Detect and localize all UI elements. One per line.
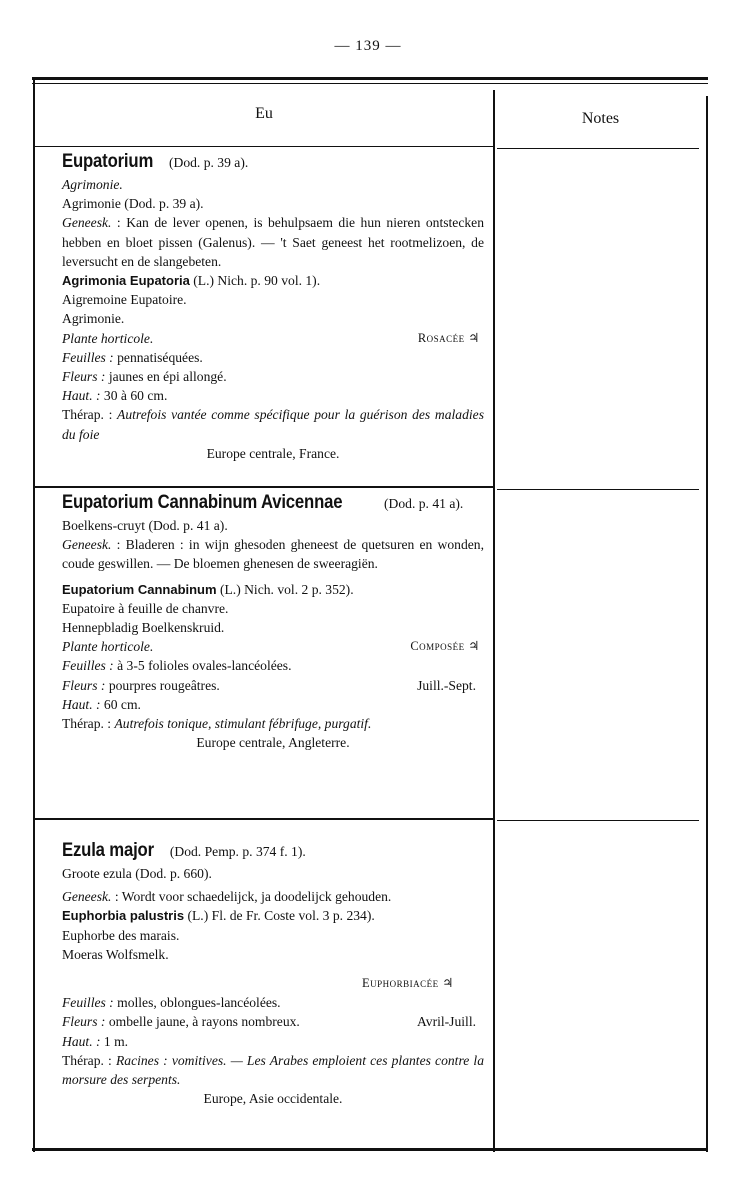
left-border — [33, 80, 35, 1152]
entry-title-line — [62, 838, 484, 864]
top-rule — [32, 77, 708, 80]
header-rule-notes — [497, 148, 699, 149]
geneesk-paragraph — [62, 213, 484, 271]
plant-type-line — [62, 329, 484, 348]
family-name: Composée ♃ — [410, 639, 480, 654]
french-name-1: Aigremoine Eupatoire. — [62, 292, 187, 308]
entry-title-line — [62, 490, 484, 516]
entry-title-line — [62, 149, 484, 175]
latin-ref: (L.) Nich. p. 90 vol. 1). — [189, 272, 321, 288]
dutch-name: Groote ezula (Dod. p. 660). — [62, 866, 212, 881]
dutch-name-2: Hennepbladig Boelkenskruid. — [62, 619, 225, 635]
fleurs-label: Fleurs : — [62, 368, 106, 384]
entry-ezula-major — [62, 838, 484, 1108]
therap-text: Autrefois vantée comme spécifique pour la guérison des maladies du foie — [62, 407, 484, 442]
therap-paragraph — [62, 405, 484, 443]
plant-type: Plante horticole. — [62, 330, 154, 346]
top-rule-thin — [32, 83, 708, 84]
separator-1 — [35, 486, 493, 488]
latin-name-line — [62, 580, 484, 599]
separator-1-notes — [497, 489, 699, 490]
separator-2 — [35, 818, 493, 820]
hauteur-line — [62, 695, 484, 714]
right-border — [706, 96, 708, 1152]
plant-type-line — [62, 637, 484, 656]
entry-title-ref: (Dod. Pemp. p. 374 f. 1). — [169, 844, 306, 859]
column-header-notes: Notes — [581, 110, 620, 127]
flowering-period: Juill.-Sept. — [417, 677, 476, 693]
therap-label: Thérap. : — [62, 715, 115, 731]
therap-paragraph — [62, 714, 484, 733]
feuilles-text: pennatiséquées. — [113, 349, 203, 365]
page-number: — 139 — — [334, 38, 402, 54]
latin-name-line — [62, 271, 484, 290]
french-name-1: Euphorbe des marais. — [62, 927, 180, 943]
dodoens-name: Agrimonie (Dod. p. 39 a). — [62, 196, 204, 212]
column-divider — [493, 90, 495, 1152]
french-name-1: Eupatoire à feuille de chanvre. — [62, 600, 229, 616]
geneesk-text: : Bladeren : in wijn ghesoden gheneest de quetsuren en wonden, coude geswillen. — De bloemen ghenesen de sweeragiën. — [62, 537, 484, 572]
separator-2-notes — [497, 820, 699, 821]
entry-title: Ezula major — [62, 840, 154, 861]
entry-eupatorium — [62, 149, 484, 463]
feuilles-label: Feuilles : — [62, 349, 114, 365]
hauteur-text: 30 à 60 cm. — [100, 388, 168, 404]
latin-name: Eupatorium Cannabinum — [62, 581, 217, 597]
region: Europe, Asie occidentale. — [203, 1091, 343, 1107]
therap-paragraph — [62, 1051, 484, 1089]
hauteur-label: Haut. : — [62, 1033, 101, 1049]
plant-type: Plante horticole. — [62, 639, 154, 655]
synonym-fr: Agrimonie. — [62, 177, 123, 192]
family-line — [62, 974, 484, 993]
entry-title: Eupatorium Cannabinum Avicennae — [62, 492, 343, 513]
dutch-name-2: Moeras Wolfsmelk. — [62, 946, 169, 962]
column-header-left: Eu — [255, 105, 273, 122]
fleurs-label: Fleurs : — [62, 677, 106, 693]
geneesk-paragraph — [62, 535, 484, 573]
latin-name-line — [62, 906, 484, 925]
feuilles-label: Feuilles : — [62, 995, 114, 1011]
therap-text: Autrefois tonique, stimulant fébrifuge, purgatif. — [114, 715, 372, 731]
entry-title: Eupatorium — [62, 151, 154, 172]
feuilles-line — [62, 656, 484, 675]
entry-title-ref: (Dod. p. 39 a). — [168, 155, 249, 170]
fleurs-text: pourpres rougeâtres. — [105, 677, 220, 693]
hauteur-text: 60 cm. — [100, 696, 141, 712]
feuilles-text: à 3-5 folioles ovales-lancéolées. — [113, 658, 292, 674]
geneesk-label: Geneesk. — [62, 215, 112, 231]
latin-name: Euphorbia palustris — [62, 908, 185, 924]
entry-title-ref: (Dod. p. 41 a). — [384, 496, 464, 511]
region: Europe centrale, France. — [206, 445, 340, 461]
therap-text: Racines : vomitives. — Les Arabes emploient ces plantes contre la morsure des serpents. — [62, 1052, 484, 1087]
fleurs-line — [62, 367, 484, 386]
feuilles-text: molles, oblongues-lancéolées. — [113, 995, 281, 1011]
region: Europe centrale, Angleterre. — [196, 735, 350, 751]
dutch-name: Boelkens-cruyt (Dod. p. 41 a). — [62, 518, 228, 533]
latin-ref: (L.) Fl. de Fr. Coste vol. 3 p. 234). — [184, 908, 375, 924]
feuilles-label: Feuilles : — [62, 658, 114, 674]
geneesk-label: Geneesk. — [62, 537, 112, 553]
bottom-rule — [32, 1148, 708, 1151]
fleurs-line — [62, 1012, 484, 1031]
feuilles-line — [62, 348, 484, 367]
fleurs-text: jaunes en épi allongé. — [105, 368, 227, 384]
geneesk-label: Geneesk. — [62, 889, 112, 905]
therap-label: Thérap. : — [62, 1052, 116, 1068]
hauteur-line — [62, 1032, 484, 1051]
entry-eupatorium-cannabinum — [62, 490, 484, 752]
feuilles-line — [62, 993, 484, 1012]
french-name-2: Agrimonie. — [62, 311, 125, 327]
latin-ref: (L.) Nich. vol. 2 p. 352). — [216, 581, 354, 597]
family-name: Euphorbiacée ♃ — [362, 975, 454, 990]
fleurs-label: Fleurs : — [62, 1014, 106, 1030]
hauteur-label: Haut. : — [62, 388, 101, 404]
geneesk-paragraph — [62, 887, 484, 906]
hauteur-text: 1 m. — [100, 1033, 129, 1049]
geneesk-text: : Kan de lever openen, is behulpsaem die hun nieren ontstecken hebben en bloet pissen (Galenus). — 't Saet geneest het rootmelizoen, de leversucht en de slangebeten. — [62, 215, 484, 269]
fleurs-line — [62, 676, 484, 695]
fleurs-text: ombelle jaune, à rayons nombreux. — [105, 1014, 300, 1030]
flowering-period: Avril-Juill. — [416, 1014, 476, 1030]
hauteur-label: Haut. : — [62, 696, 101, 712]
hauteur-line — [62, 386, 484, 405]
therap-label: Thérap. : — [62, 407, 118, 423]
latin-name: Agrimonia Eupatoria — [62, 272, 190, 288]
family-name: Rosacée ♃ — [417, 330, 480, 345]
header-rule — [35, 146, 493, 147]
geneesk-text: : Wordt voor schaedelijck, ja doodelijck gehouden. — [111, 889, 392, 905]
